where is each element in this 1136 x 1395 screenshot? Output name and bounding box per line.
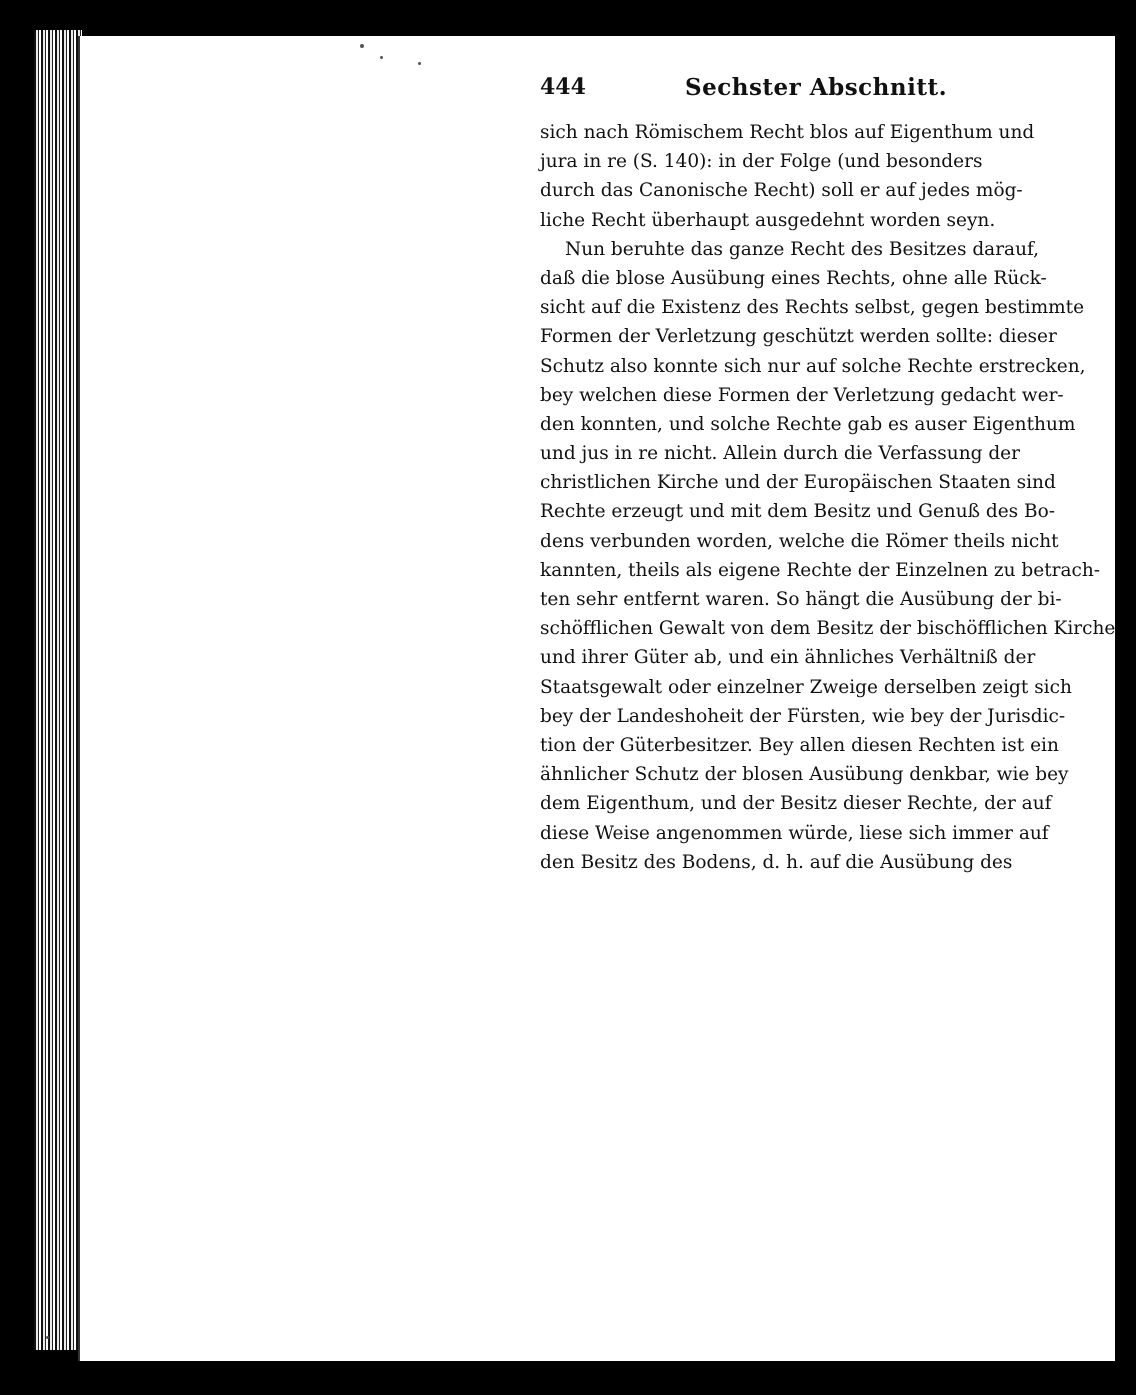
- text-line: Nun beruhte das ganze Recht des Besitzes darauf,: [565, 238, 1040, 260]
- text-line: diese Weise angenommen würde, liese sich immer auf: [540, 822, 1049, 844]
- dust-speck: [418, 62, 421, 65]
- text-line: tion der Güterbesitzer. Bey allen diesen Rechten ist ein: [540, 734, 1059, 756]
- text-line: kannten, theils als eigene Rechte der Einzelnen zu betrach-: [540, 559, 1101, 581]
- text-line: sich nach Römischem Recht blos auf Eigenthum und: [540, 122, 1035, 143]
- text-line: ten sehr entfernt waren. So hängt die Ausübung der bi-: [540, 589, 1062, 610]
- text-line: den konnten, und solche Rechte gab es auser Eigenthum: [540, 413, 1076, 435]
- text-line: liche Recht überhaupt ausgedehnt worden seyn.: [540, 209, 996, 231]
- page-number: 444: [540, 74, 586, 100]
- text-line: christlichen Kirche und der Europäischen Staaten sind: [540, 472, 1056, 494]
- text-line: dem Eigenthum, und der Besitz dieser Rechte, der auf: [540, 793, 1052, 815]
- text-line: den Besitz des Bodens, d. h. auf die Ausübung des: [540, 851, 1013, 873]
- text-line: sicht auf die Existenz des Rechts selbst, gegen bestimmte: [540, 297, 1085, 319]
- text-line: Rechte erzeugt und mit dem Besitz und Genuß des Bo-: [540, 501, 1056, 523]
- body-text: [540, 118, 1116, 877]
- text-line: ähnlicher Schutz der blosen Ausübung denkbar, wie bey: [540, 764, 1069, 786]
- dust-speck: [360, 44, 364, 48]
- text-line: bey der Landeshoheit der Fürsten, wie bey der Jurisdic-: [540, 705, 1066, 727]
- text-line: bey welchen diese Formen der Verletzung gedacht wer-: [540, 384, 1064, 406]
- text-line: Schutz also konnte sich nur auf solche Rechte erstrecken,: [540, 355, 1086, 377]
- text-line: Staatsgewalt oder einzelner Zweige derselben zeigt sich: [540, 676, 1072, 698]
- page-header: [540, 74, 970, 114]
- text-line: und ihrer Güter ab, und ein ähnliches Verhältniß der: [540, 647, 1036, 669]
- dust-speck: [380, 56, 383, 59]
- text-line: schöfflichen Gewalt von dem Besitz der bischöfflichen Kirche: [540, 618, 1116, 640]
- text-line: jura in re (S. 140): in der Folge (und besonders: [540, 151, 983, 173]
- text-line: daß die blose Ausübung eines Rechts, ohne alle Rück-: [540, 267, 1047, 289]
- dust-speck: [46, 1336, 49, 1339]
- running-head: Sechster Abschnitt.: [685, 74, 948, 101]
- text-line: dens verbunden worden, welche die Römer theils nicht: [540, 530, 1059, 552]
- book-page-edges: [34, 30, 82, 1350]
- text-line: und jus in re nicht. Allein durch die Verfassung der: [540, 443, 1020, 465]
- text-line: Formen der Verletzung geschützt werden sollte: dieser: [540, 326, 1057, 348]
- text-line: durch das Canonische Recht) soll er auf jedes mög-: [540, 180, 1023, 202]
